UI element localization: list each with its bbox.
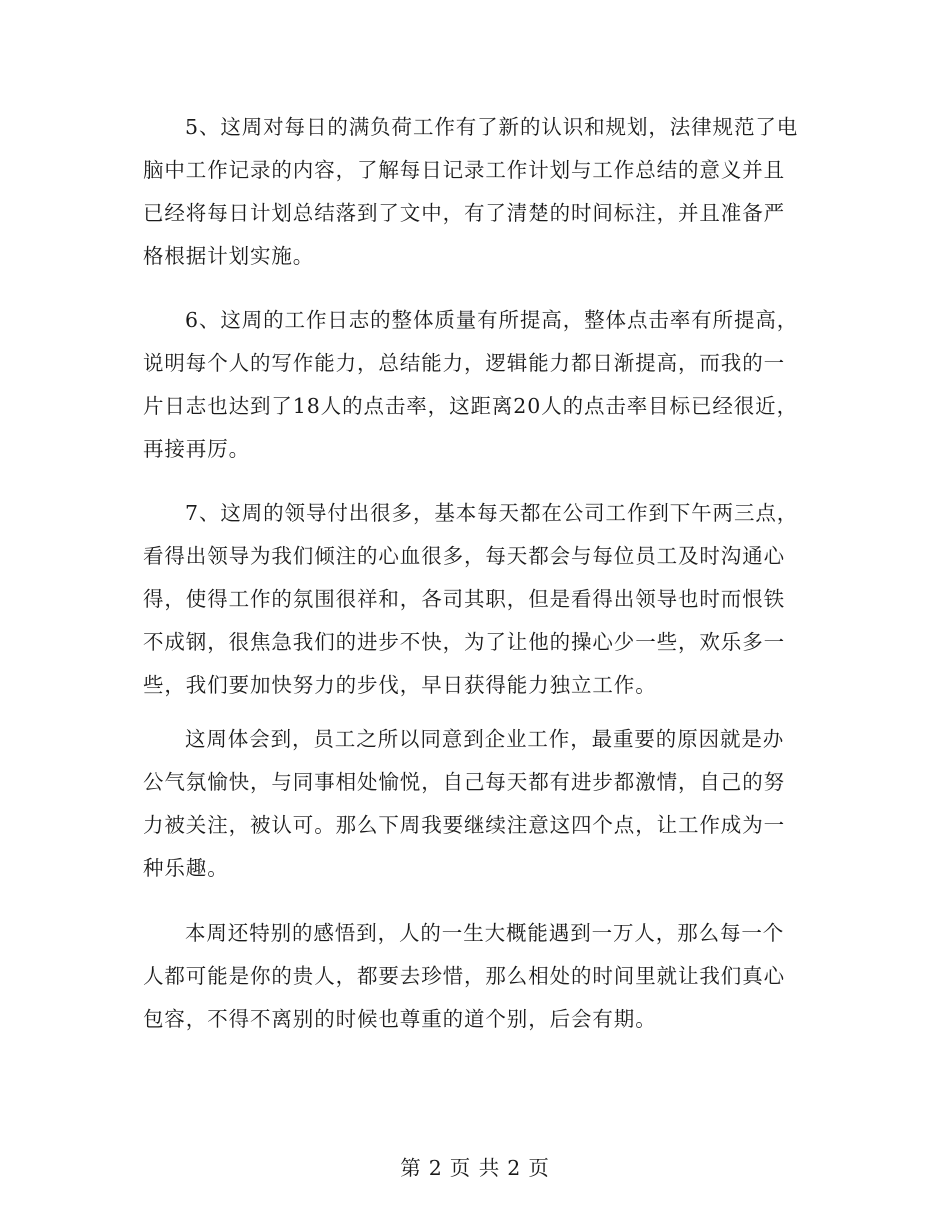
paragraph-line: 不成钢，很焦急我们的进步不快，为了让他的操心少一些，欢乐多一 bbox=[143, 630, 785, 654]
paragraph-line: 再接再厉。 bbox=[143, 437, 250, 461]
paragraph-line: 得，使得工作的氛围很祥和，各司其职，但是看得出领导也时而恨铁 bbox=[143, 587, 785, 611]
paragraph-line: 包容，不得不离别的时候也尊重的道个别，后会有期。 bbox=[143, 1007, 657, 1031]
paragraph-line: 力被关注，被认可。那么下周我要继续注意这四个点，让工作成为一 bbox=[143, 813, 785, 837]
paragraph-line: 已经将每日计划总结落到了文中，有了清楚的时间标注，并且准备严 bbox=[143, 201, 785, 225]
paragraph-item-7 bbox=[143, 492, 811, 707]
paragraph-line: 格根据计划实施。 bbox=[143, 244, 315, 268]
paragraph-line: 看得出领导为我们倾注的心血很多，每天都会与每位员工及时沟通心 bbox=[143, 544, 785, 568]
paragraph-line: 6、这周的工作日志的整体质量有所提高，整体点击率有所提高， bbox=[185, 308, 799, 332]
paragraph-item-6 bbox=[143, 299, 811, 471]
paragraph-line: 人都可能是你的贵人，都要去珍惜，那么相处的时间里就让我们真心 bbox=[143, 964, 785, 988]
paragraph-line: 种乐趣。 bbox=[143, 856, 229, 880]
paragraph-line: 这周体会到，员工之所以同意到企业工作，最重要的原因就是办 bbox=[185, 727, 785, 751]
paragraph-line: 些，我们要加快努力的步伐，早日获得能力独立工作。 bbox=[143, 673, 657, 697]
paragraph-item-5 bbox=[143, 106, 811, 278]
footer-middle: 页 共 bbox=[449, 1156, 501, 1180]
paragraph-line: 脑中工作记录的内容，了解每日记录工作计划与工作总结的意义并且 bbox=[143, 158, 785, 182]
paragraph-weekly-reflection bbox=[143, 718, 811, 890]
paragraph-line: 片日志也达到了18人的点击率，这距离20人的点击率目标已经很近， bbox=[143, 394, 798, 418]
total-pages-number: 2 bbox=[507, 1156, 522, 1180]
footer-suffix: 页 bbox=[528, 1156, 550, 1180]
paragraph-line: 5、这周对每日的满负荷工作有了新的认识和规划，法律规范了电 bbox=[185, 115, 799, 139]
paragraph-line: 本周还特别的感悟到，人的一生大概能遇到一万人，那么每一个 bbox=[185, 921, 785, 945]
page-number-footer bbox=[0, 1151, 950, 1181]
paragraph-line: 公气氛愉快，与同事相处愉悦，自己每天都有进步都激情，自己的努 bbox=[143, 770, 785, 794]
paragraph-line: 说明每个人的写作能力，总结能力，逻辑能力都日渐提高，而我的一 bbox=[143, 351, 785, 375]
current-page-number: 2 bbox=[428, 1156, 443, 1180]
paragraph-closing-thoughts bbox=[143, 912, 811, 1041]
footer-prefix: 第 bbox=[400, 1156, 422, 1180]
paragraph-line: 7、这周的领导付出很多，基本每天都在公司工作到下午两三点， bbox=[185, 501, 799, 525]
